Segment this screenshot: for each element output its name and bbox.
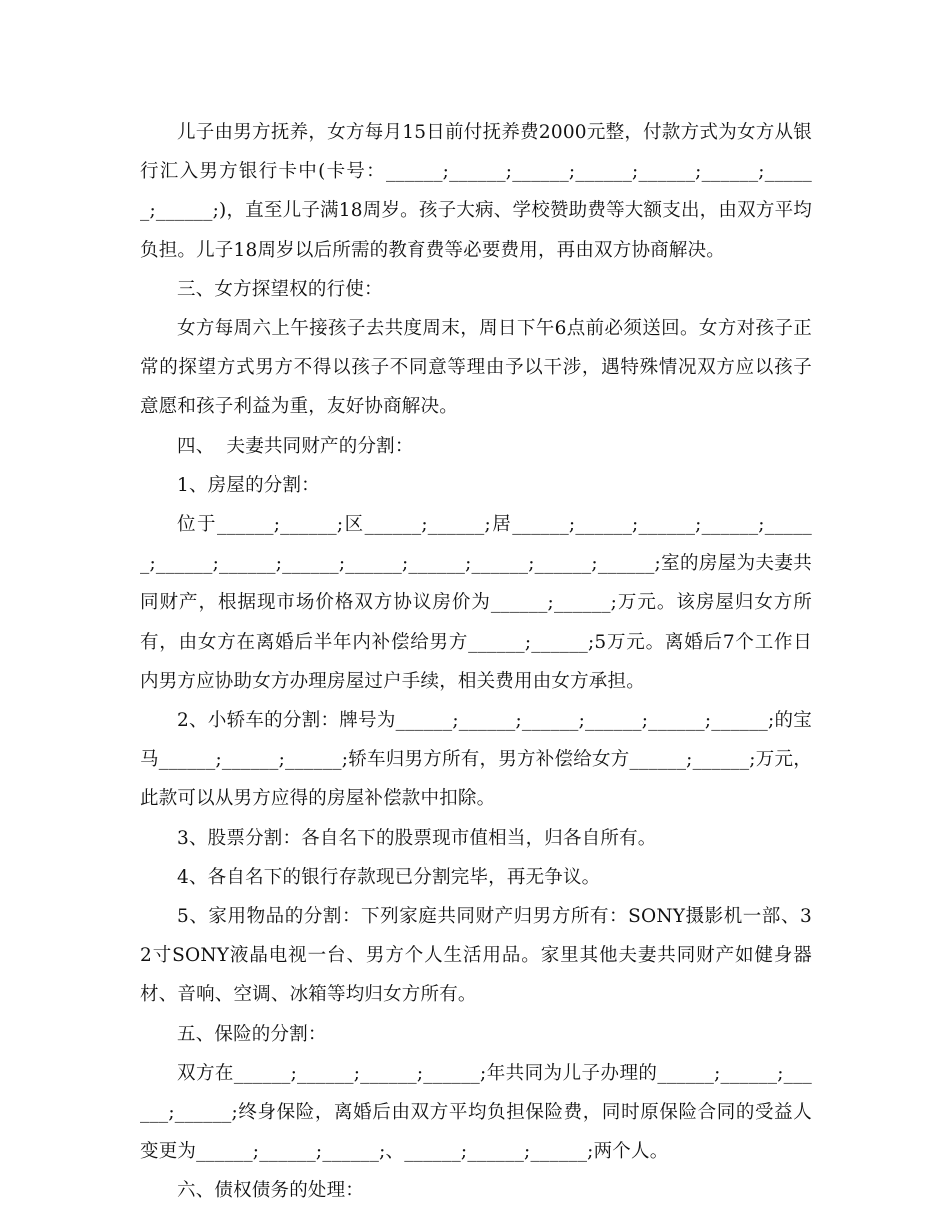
heading-marital-property: 四、 夫妻共同财产的分割： (177, 435, 414, 457)
paragraph-car-division: 2、小轿车的分割：牌号为______;______;______;______;______;______;的宝马______;______;______;轿车归男方所有，男方补偿给女方______;______;万元，此款可以从男方应得的房屋补偿款中扣除。 (140, 710, 812, 810)
paragraph-insurance-division: 双方在______;______;______;______;年共同为儿子办理的______;______;______;______;终身保险，离婚后由双方平均负担保险费，同时原保险合同的受益人变更为______;______;______;、______;______;______;两个人。 (140, 1062, 812, 1163)
paragraph-bank-deposits: 4、各自名下的银行存款现已分割完毕，再无争议。 (177, 866, 601, 888)
document-body (140, 113, 812, 1211)
paragraph-visitation-schedule: 女方每周六上午接孩子去共度周末，周日下午6点前必须送回。女方对孩子正常的探望方式男方不得以孩子不同意等理由予以干涉，遇特殊情况双方应以孩子意愿和孩子利益为重，友好协商解决。 (140, 318, 812, 418)
paragraph-stock-division: 3、股票分割：各自名下的股票现市值相当，归各自所有。 (177, 827, 657, 849)
heading-debts: 六、债权债务的处理： (177, 1180, 365, 1202)
paragraph-household-items: 5、家用物品的分割：下列家庭共同财产归男方所有：SONY摄影机一部、32寸SONY液晶电视一台、男方个人生活用品。家里其他夫妻共同财产如健身器材、音响、空调、冰箱等均归女方所有。 (140, 906, 812, 1006)
paragraph-child-custody: 儿子由男方抚养，女方每月15日前付抚养费2000元整，付款方式为女方从银行汇入男方银行卡中(卡号：______;______;______;______;______;______;______;______;)，直至儿子满18周岁。孩子大病、学校赞助费等大额支出，由双方平均负担。儿子18周岁以后所需的教育费等必要费用，再由双方协商解决。 (140, 122, 812, 261)
paragraph-house-division: 位于______;______;区______;______;居______;______;______;______;______;______;______;______;______;______;______;______;______;室的房屋为夫妻共同财产，根据现市场价格双方协议房价为______;______;万元。该房屋归女方所有，由女方在离婚后半年内补偿给男方______;______;5万元。离婚后7个工作日内男方应协助女方办理房屋过户手续，相关费用由女方承担。 (140, 514, 812, 692)
heading-visitation-rights: 三、女方探望权的行使： (177, 278, 383, 300)
heading-insurance-division: 五、保险的分割： (177, 1023, 327, 1045)
heading-house-division: 1、房屋的分割： (177, 474, 320, 496)
